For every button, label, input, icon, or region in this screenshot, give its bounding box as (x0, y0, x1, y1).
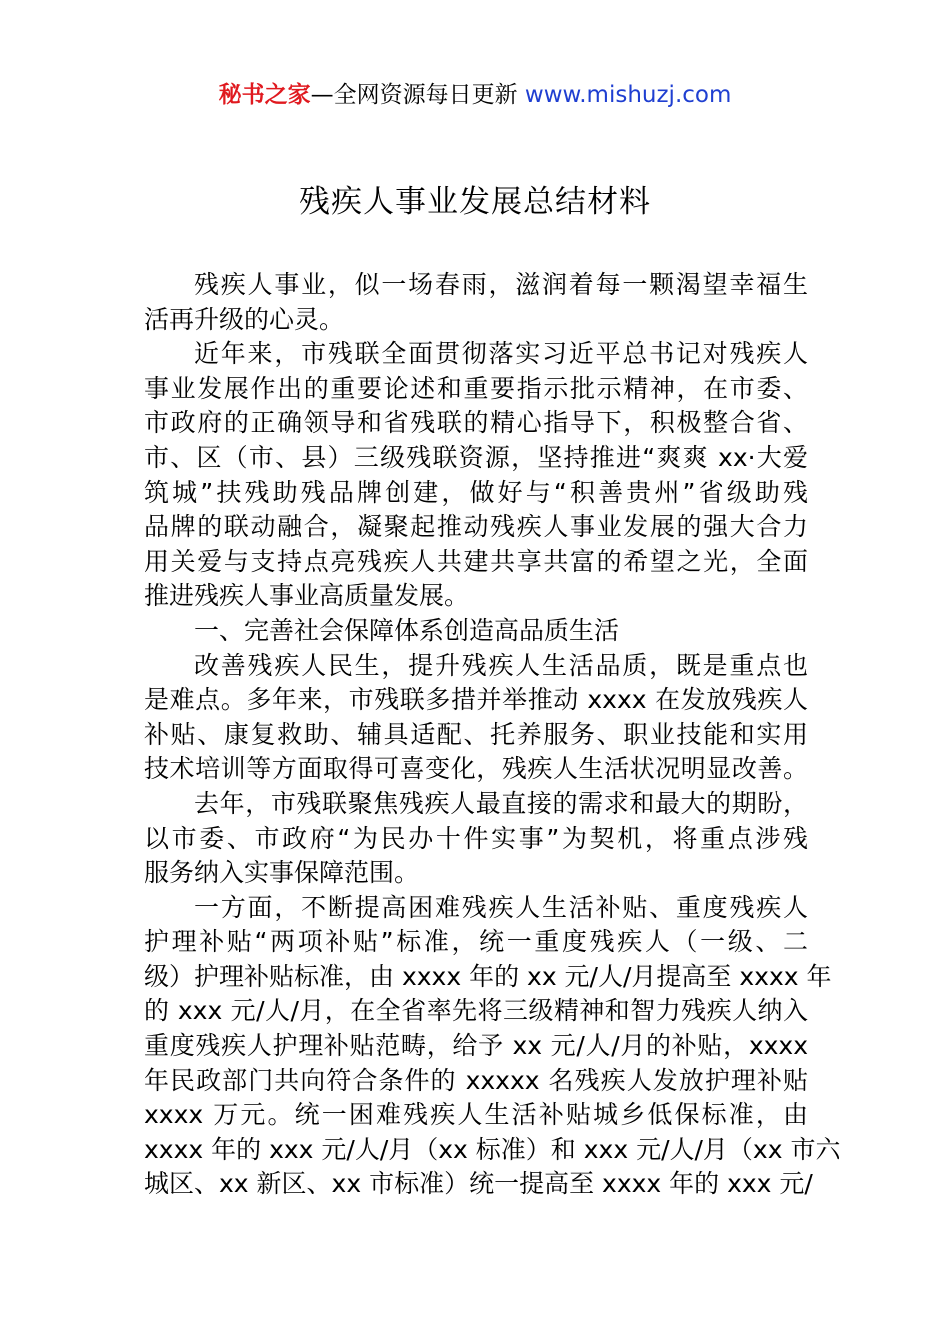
text-line: 重度残疾人护理补贴范畴，给予 xx 元/人/月的补贴，xxxx (144, 1031, 808, 1061)
text-line: xxxx 年的 xxx 元/人/月（xx 标准）和 xxx 元/人/月（xx 市六 (144, 1134, 841, 1164)
site-brand: 秘书之家 (218, 82, 311, 108)
text-line: 残疾人事业，似一场春雨，滋润着每一颗渴望幸福生 (194, 270, 808, 299)
text-line: 服务纳入实事保障范围。 (144, 858, 420, 888)
text-line: 去年，市残联聚焦残疾人最直接的需求和最大的期盼， (194, 788, 808, 818)
text-line: 护理补贴“两项补贴”标准，统一重度残疾人（一级、二 (144, 927, 808, 957)
text-line: 的 xxx 元/人/月，在全省率先将三级精神和智力残疾人纳入 (144, 996, 808, 1026)
text-line: 一方面，不断提高困难残疾人生活补贴、重度残疾人 (194, 892, 808, 922)
text-line: 是难点。多年来，市残联多措并举推动 xxxx 在发放残疾人 (144, 685, 808, 715)
text-line: 年民政部门共向符合条件的 xxxxx 名残疾人发放护理补贴 (144, 1065, 808, 1095)
site-url-link[interactable]: www.mishuzj.com (524, 82, 732, 108)
site-slogan: —全网资源每日更新 (310, 82, 525, 108)
text-line: 一、完善社会保障体系创造高品质生活 (194, 615, 620, 645)
text-line: 市、区（市、县）三级残联资源，坚持推进“爽爽 xx·大爱 (144, 442, 808, 472)
text-line: 筑城”扶残助残品牌创建，做好与“积善贵州”省级助残 (144, 477, 808, 507)
text-line: 改善残疾人民生，提升残疾人生活品质，既是重点也 (194, 650, 808, 680)
text-line: 城区、xx 新区、xx 市标准）统一提高至 xxxx 年的 xxx 元/ (144, 1169, 813, 1199)
document-body (144, 268, 841, 1202)
text-line: 补贴、康复救助、辅具适配、托养服务、职业技能和实用 (144, 719, 808, 749)
document-title: 残疾人事业发展总结材料 (299, 184, 651, 220)
text-line: 推进残疾人事业高质量发展。 (144, 581, 470, 611)
text-line: 品牌的联动融合，凝聚起推动残疾人事业发展的强大合力 (144, 512, 808, 542)
text-line: 用关爱与支持点亮残疾人共建共享共富的希望之光，全面 (144, 546, 808, 576)
text-line: 市政府的正确领导和省残联的精心指导下，积极整合省、 (144, 408, 808, 438)
text-line: xxxx 万元。统一困难残疾人生活补贴城乡低保标准，由 (144, 1100, 808, 1130)
text-line: 以市委、市政府“为民办十件实事”为契机，将重点涉残 (144, 823, 808, 853)
text-line: 活再升级的心灵。 (144, 304, 345, 334)
text-line: 级）护理补贴标准，由 xxxx 年的 xx 元/人/月提高至 xxxx 年 (144, 961, 832, 991)
site-header (0, 78, 950, 112)
text-line: 技术培训等方面取得可喜变化，残疾人生活状况明显改善。 (144, 754, 808, 784)
text-line: 事业发展作出的重要论述和重要指示批示精神，在市委、 (144, 373, 808, 403)
text-line: 近年来，市残联全面贯彻落实习近平总书记对残疾人 (194, 339, 808, 369)
